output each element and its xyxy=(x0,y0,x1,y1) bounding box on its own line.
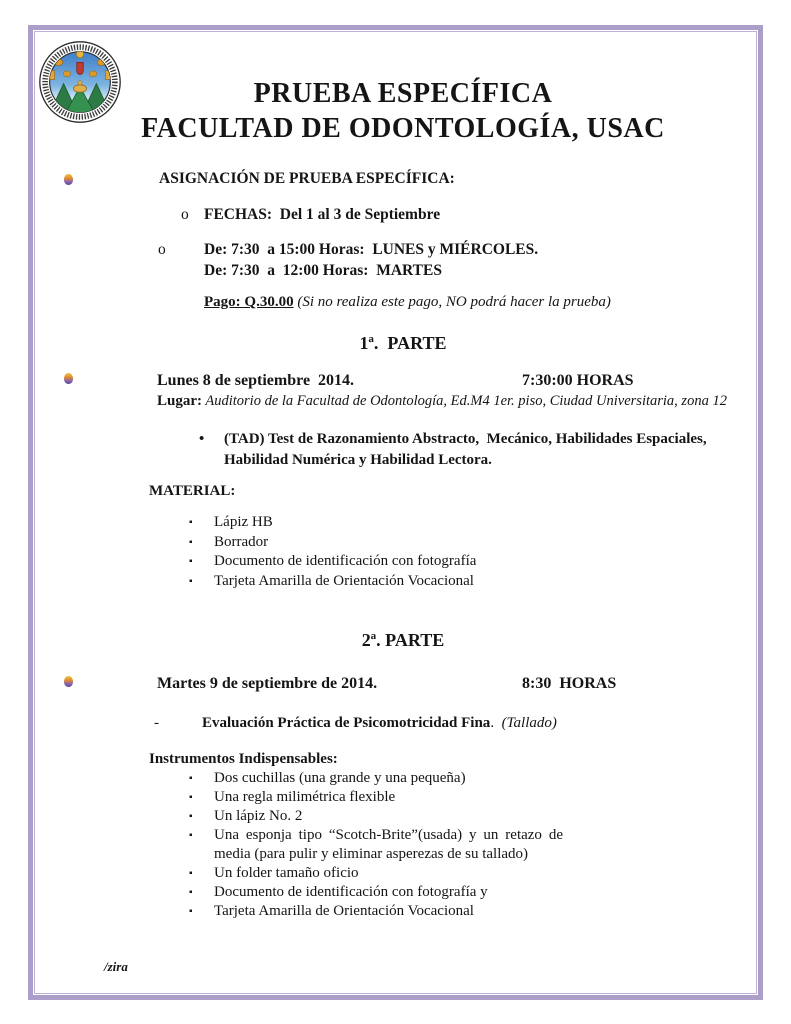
asignacion-heading: ASIGNACIÓN DE PRUEBA ESPECÍFICA: xyxy=(159,170,455,187)
evaluacion-bold-text: Evaluación Práctica de Psicomotricidad Fina xyxy=(202,715,491,731)
page-content xyxy=(33,30,758,995)
instrumentos-item-text: Una esponja tipo “Scotch-Brite”(usada) y un retazo de media (para pulir y eliminar asperezas de su tallado) xyxy=(214,827,563,862)
disc-list-marker: • xyxy=(199,431,205,447)
section-bullet-icon xyxy=(64,676,73,687)
usac-seal-logo xyxy=(39,41,121,123)
square-list-marker: ▪ xyxy=(189,517,193,528)
horario-line-2: De: 7:30 a 12:00 Horas: MARTES xyxy=(204,262,442,279)
instrumentos-list-item xyxy=(33,769,758,788)
square-list-marker: ▪ xyxy=(189,830,193,841)
dash-list-marker: - xyxy=(154,715,159,731)
lugar-label: Lugar: xyxy=(157,393,202,409)
parte1-date: Lunes 8 de septiembre 2014. xyxy=(157,372,355,389)
title-line-1: PRUEBA ESPECÍFICA xyxy=(253,78,553,109)
instrumentos-list xyxy=(33,769,758,921)
evaluacion-row xyxy=(33,713,758,733)
page-border xyxy=(28,25,763,1000)
instrumentos-item-text: Tarjeta Amarilla de Orientación Vocacional xyxy=(214,903,474,919)
square-list-marker: ▪ xyxy=(189,556,193,567)
asignacion-section xyxy=(33,170,758,188)
fechas-item xyxy=(33,204,758,225)
instrumentos-list-item xyxy=(33,826,563,864)
section-bullet-icon xyxy=(64,174,73,185)
instrumentos-list-item xyxy=(33,902,758,921)
material-item-text: Borrador xyxy=(214,533,269,550)
square-list-marker: ▪ xyxy=(189,811,193,822)
evaluacion-italic-text: (Tallado) xyxy=(501,715,557,731)
instrumentos-item-text: Un lápiz No. 2 xyxy=(214,808,303,824)
tad-test-item xyxy=(33,429,724,471)
evaluacion-separator: . xyxy=(490,715,502,731)
square-list-marker: ▪ xyxy=(189,536,193,548)
material-item-text: Documento de identificación con fotografía xyxy=(214,553,477,569)
instrumentos-list-item xyxy=(33,883,758,902)
footer-initials: /zira xyxy=(104,959,128,974)
square-list-marker: ▪ xyxy=(189,868,193,879)
parte1-time: 7:30:00 HORAS xyxy=(522,372,634,389)
material-list-item xyxy=(33,572,758,592)
material-list-item xyxy=(33,513,758,533)
tad-test-text: (TAD) Test de Razonamiento Abstracto, Mecánico, Habilidades Espaciales, Habilidad Numérica y Habilidad Lectora. xyxy=(224,431,711,468)
pago-note: (Si no realiza este pago, NO podrá hacer la prueba) xyxy=(297,294,611,310)
fechas-text: FECHAS: Del 1 al 3 de Septiembre xyxy=(204,206,441,223)
parte2-date-row xyxy=(33,673,758,694)
instrumentos-item-text: Una regla milimétrica flexible xyxy=(214,789,396,805)
title-line-2: FACULTAD DE ODONTOLOGÍA, USAC xyxy=(141,113,665,144)
material-list xyxy=(33,513,758,591)
square-list-marker: ▪ xyxy=(189,887,193,898)
parte1-heading: 1ª. PARTE xyxy=(359,333,447,353)
section-bullet-icon xyxy=(64,373,73,384)
document-title xyxy=(48,76,758,146)
horario-line-1: De: 7:30 a 15:00 Horas: LUNES y MIÉRCOLES. xyxy=(204,241,539,258)
instrumentos-item-text: Un folder tamaño oficio xyxy=(214,865,359,881)
horario-item xyxy=(33,239,758,281)
material-list-item xyxy=(33,533,758,553)
parte2-time: 8:30 HORAS xyxy=(522,675,617,692)
material-heading: MATERIAL: xyxy=(149,483,236,499)
parte1-lugar-row xyxy=(33,391,758,411)
circle-list-marker: o xyxy=(158,241,166,258)
material-list-item xyxy=(33,552,758,572)
instrumentos-list-item xyxy=(33,788,758,807)
parte1-date-row xyxy=(33,370,758,391)
parte2-heading: 2ª. PARTE xyxy=(361,630,445,650)
square-list-marker: ▪ xyxy=(189,792,193,803)
pago-line xyxy=(33,294,758,311)
instrumentos-item-text: Documento de identificación con fotografía y xyxy=(214,884,488,900)
instrumentos-list-item xyxy=(33,807,758,826)
instrumentos-list-item xyxy=(33,864,758,883)
parte2-date: Martes 9 de septiembre de 2014. xyxy=(157,675,378,692)
lugar-value: Auditorio de la Facultad de Odontología, Ed.M4 1er. piso, Ciudad Universitaria, zona 12 xyxy=(202,393,727,409)
pago-label: Pago: Q.30.00 xyxy=(204,294,294,310)
square-list-marker: ▪ xyxy=(189,906,193,917)
circle-list-marker: o xyxy=(181,206,189,223)
square-list-marker: ▪ xyxy=(189,575,193,587)
instrumentos-item-text: Dos cuchillas (una grande y una pequeña) xyxy=(214,770,466,786)
material-item-text: Tarjeta Amarilla de Orientación Vocacional xyxy=(214,572,474,589)
instrumentos-heading: Instrumentos Indispensables: xyxy=(149,751,338,767)
square-list-marker: ▪ xyxy=(189,773,193,784)
material-item-text: Lápiz HB xyxy=(214,514,273,530)
